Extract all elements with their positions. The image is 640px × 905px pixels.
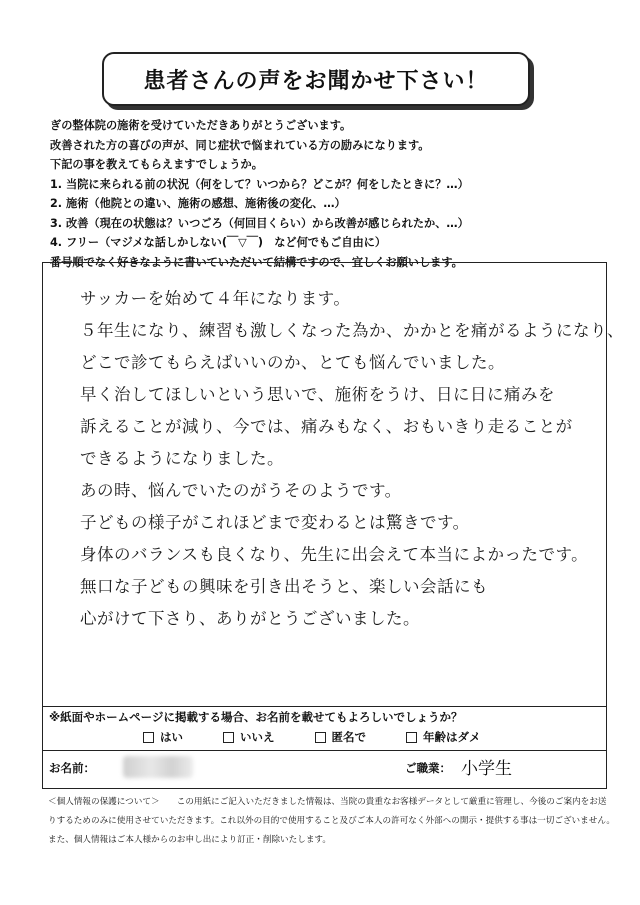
handwritten-line: どこで診てもらえばいいのか、とても悩んでいました。 [80, 353, 505, 372]
occupation-value: 小学生 [461, 759, 512, 779]
option-label: 年齢はダメ [423, 730, 481, 744]
privacy-notice [48, 793, 616, 850]
option-label: はい [160, 730, 183, 744]
page-title: 患者さんの声をお聞かせ下さい！ [102, 52, 530, 106]
consent-section [42, 705, 607, 751]
item-text: 施術（他院との違い、施術の感想、施術後の変化、…） [66, 197, 346, 210]
instructions [50, 116, 610, 272]
intro-closing: 番号順でなく好きなように書いていただいて結構ですので、宜しくお願いします。 [50, 255, 463, 269]
handwritten-line: 訴えることが減り、今では、痛みもなく、おもいきり走ることが [80, 417, 573, 436]
item-text: 改善（現在の状態は？いつごろ（何回目くらい）から改善が感じられたか、…） [66, 216, 469, 230]
intro-line: 改善された方の喜びの声が、同じ症状で悩まれている方の励みになります。 [50, 138, 430, 152]
handwritten-line: 無口な子どもの興味を引き出そうと、楽しい会話にも [80, 577, 488, 596]
privacy-line: ＜個人情報の保護について＞ この用紙にご記入いただきました情報は、当院の貴重なお客様データとして厳重に管理し、今後のご案内をお送 [48, 797, 607, 807]
item-number: 1. [50, 177, 63, 191]
checkbox[interactable] [315, 732, 326, 743]
handwritten-line: ５年生になり、練習も激しくなった為か、かかとを痛がるようになり、 [80, 321, 624, 340]
consent-question: ※紙面やホームページに掲載する場合、お名前を載せてもよろしいでしょうか？ [49, 710, 463, 724]
handwritten-line: あの時、悩んでいたのがうそのようです。 [80, 481, 402, 500]
option-yes[interactable] [143, 729, 183, 745]
occupation-label: ご職業： [405, 761, 451, 775]
testimonial-text [80, 283, 624, 635]
name-occupation-row [42, 750, 607, 789]
name-redacted [123, 756, 193, 778]
option-label: 匿名で [331, 730, 366, 744]
option-no[interactable] [223, 729, 275, 745]
item-text: 当院に来られる前の状況（何をして？いつから？どこが？何をしたときに？…） [66, 177, 469, 191]
handwritten-line: 早く治してほしいという思いで、施術をうけ、日に日に痛みを [80, 385, 556, 404]
item-number: 2. [50, 197, 63, 210]
handwritten-line: 心がけて下さり、ありがとうございました。 [80, 609, 420, 628]
instruction-item [50, 233, 610, 253]
checkbox[interactable] [406, 732, 417, 743]
option-anonymous[interactable] [315, 729, 367, 745]
item-number: 3. [50, 216, 63, 230]
option-label: いいえ [240, 730, 275, 744]
handwritten-line: 子どもの様子がこれほどまで変わるとは驚きです。 [80, 513, 470, 532]
option-no-age[interactable] [406, 729, 481, 745]
privacy-line: りするためのみに使用させていただきます。これ以外の目的で使用すること及びご本人の許可なく外部への開示・提供する事は一切ございません。 [48, 816, 616, 826]
privacy-line: また、個人情報はご本人様からのお申し出により訂正・削除いたします。 [48, 835, 331, 845]
instruction-item [50, 194, 610, 214]
checkbox[interactable] [143, 732, 154, 743]
instruction-item [50, 175, 610, 195]
intro-line: 下記の事を教えてもらえますでしょうか。 [50, 158, 263, 171]
handwritten-line: サッカーを始めて４年になります。 [80, 289, 351, 308]
name-label: お名前： [49, 761, 95, 775]
consent-options [143, 729, 481, 745]
instruction-item [50, 214, 610, 234]
handwritten-line: できるようになりました。 [80, 449, 284, 468]
item-text: フリー（マジメな話しかしない(￣▽￣) など何でもご自由に） [66, 236, 387, 249]
intro-line: ぎの整体院の施術を受けていただきありがとうございます。 [50, 119, 352, 132]
checkbox[interactable] [223, 732, 234, 743]
handwritten-line: 身体のバランスも良くなり、先生に出会えて本当によかったです。 [80, 545, 589, 564]
item-number: 4. [50, 236, 63, 249]
